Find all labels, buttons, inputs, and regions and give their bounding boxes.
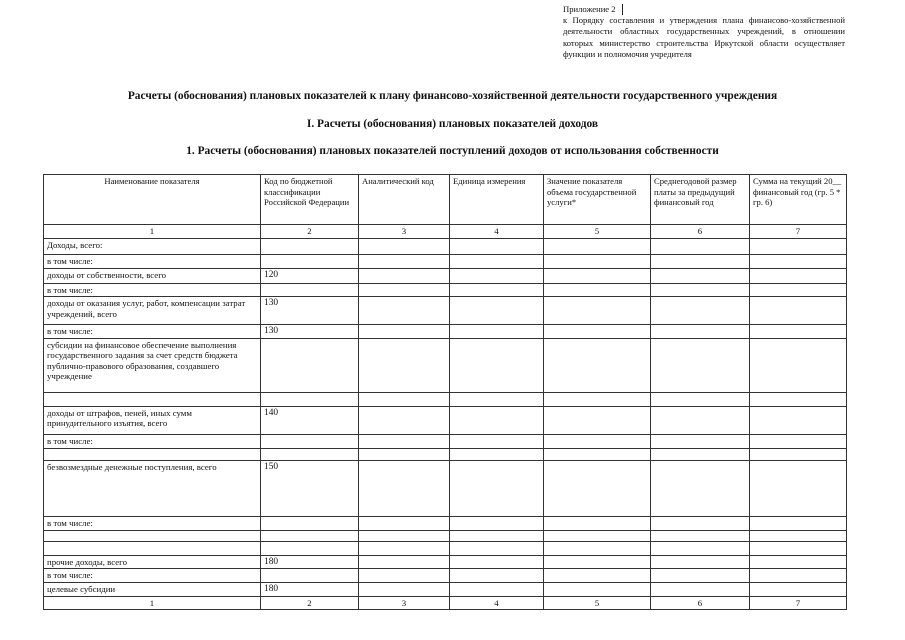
value-cell — [544, 238, 651, 254]
value-cell — [359, 530, 450, 541]
value-cell — [750, 516, 847, 530]
budget-code-cell: 130 — [261, 325, 359, 339]
table-row — [44, 541, 847, 555]
value-cell — [450, 434, 544, 448]
indicator-name-cell: безвозмездные денежные поступления, всего — [44, 460, 261, 516]
value-cell — [651, 297, 750, 325]
budget-code-cell — [261, 448, 359, 460]
value-cell — [651, 325, 750, 339]
budget-code-cell — [261, 530, 359, 541]
value-cell — [359, 406, 450, 434]
column-number: 5 — [544, 225, 651, 239]
column-number: 4 — [450, 596, 544, 610]
budget-code-cell — [261, 541, 359, 555]
value-cell — [544, 268, 651, 283]
value-cell — [750, 297, 847, 325]
value-cell — [450, 406, 544, 434]
header-row — [44, 175, 847, 225]
column-number: 6 — [651, 596, 750, 610]
indicator-name-cell: в том числе: — [44, 516, 261, 530]
header-cell: Значение показателя объема государственной услуги* — [544, 175, 651, 225]
value-cell — [359, 283, 450, 297]
value-cell — [359, 254, 450, 268]
indicator-name-cell — [44, 530, 261, 541]
indicator-name-cell: в том числе: — [44, 434, 261, 448]
budget-code-cell — [261, 569, 359, 583]
section-title: I. Расчеты (обоснования) плановых показателей доходов — [306, 118, 599, 130]
value-cell — [651, 238, 750, 254]
value-cell — [450, 392, 544, 406]
column-number: 7 — [750, 225, 847, 239]
value-cell — [450, 460, 544, 516]
budget-code-cell — [261, 283, 359, 297]
column-number: 7 — [750, 596, 847, 610]
value-cell — [359, 555, 450, 569]
value-cell — [544, 338, 651, 392]
value-cell — [359, 434, 450, 448]
value-cell — [450, 254, 544, 268]
table-row — [44, 516, 847, 530]
indicator-name-cell: в том числе: — [44, 569, 261, 583]
value-cell — [750, 238, 847, 254]
header-cell: Сумма на текущий 20__ финансовый год (гр. 5 * гр. 6) — [750, 175, 847, 225]
indicator-name-cell: Доходы, всего: — [44, 238, 261, 254]
value-cell — [450, 530, 544, 541]
table-row — [44, 297, 847, 325]
value-cell — [359, 392, 450, 406]
table-row — [44, 268, 847, 283]
value-cell — [651, 338, 750, 392]
budget-code-cell — [261, 434, 359, 448]
value-cell — [544, 434, 651, 448]
value-cell — [651, 541, 750, 555]
indicator-name-cell — [44, 541, 261, 555]
annex-title: Приложение 2 — [563, 4, 623, 15]
header-cell: Наименование показателя — [44, 175, 261, 225]
column-number: 6 — [651, 225, 750, 239]
value-cell — [544, 392, 651, 406]
column-number: 3 — [359, 225, 450, 239]
value-cell — [651, 283, 750, 297]
table-row — [44, 530, 847, 541]
value-cell — [359, 448, 450, 460]
budget-code-cell — [261, 516, 359, 530]
value-cell — [651, 448, 750, 460]
value-cell — [651, 460, 750, 516]
annex-text: к Порядку составления и утверждения плана финансово-хозяйственной деятельности областных государственных учреждений, в отношении которых министерство строительства Иркутской области осуществляет функции и полномочия учредителя — [563, 15, 845, 59]
budget-code-cell: 150 — [261, 460, 359, 516]
value-cell — [359, 325, 450, 339]
value-cell — [750, 582, 847, 596]
value-cell — [544, 541, 651, 555]
column-number: 4 — [450, 225, 544, 239]
column-number: 5 — [544, 596, 651, 610]
table-row — [44, 254, 847, 268]
header-cell: Аналитический код — [359, 175, 450, 225]
indicators-table — [43, 174, 847, 610]
value-cell — [750, 338, 847, 392]
value-cell — [544, 530, 651, 541]
value-cell — [750, 434, 847, 448]
subsection-title: 1. Расчеты (обоснования) плановых показателей поступлений доходов от использования собственности — [186, 145, 719, 157]
value-cell — [750, 541, 847, 555]
value-cell — [750, 448, 847, 460]
value-cell — [359, 541, 450, 555]
value-cell — [651, 555, 750, 569]
value-cell — [450, 541, 544, 555]
indicator-name-cell: в том числе: — [44, 325, 261, 339]
table-row — [44, 460, 847, 516]
table-row — [44, 582, 847, 596]
table-row — [44, 406, 847, 434]
table-row — [44, 283, 847, 297]
budget-code-cell — [261, 392, 359, 406]
value-cell — [450, 569, 544, 583]
indicator-name-cell: доходы от собственности, всего — [44, 268, 261, 283]
value-cell — [750, 283, 847, 297]
table-row — [44, 238, 847, 254]
value-cell — [651, 268, 750, 283]
header-cell: Код по бюджетной классификации Российской Федерации — [261, 175, 359, 225]
value-cell — [544, 555, 651, 569]
document-title: Расчеты (обоснования) плановых показателей к плану финансово-хозяйственной деятельности государственного учреждения — [127, 90, 778, 102]
value-cell — [450, 268, 544, 283]
indicator-name-cell — [44, 392, 261, 406]
value-cell — [544, 460, 651, 516]
value-cell — [450, 238, 544, 254]
value-cell — [450, 338, 544, 392]
table-row — [44, 555, 847, 569]
budget-code-cell: 120 — [261, 268, 359, 283]
value-cell — [450, 555, 544, 569]
value-cell — [651, 434, 750, 448]
value-cell — [750, 392, 847, 406]
value-cell — [359, 582, 450, 596]
value-cell — [750, 254, 847, 268]
value-cell — [359, 268, 450, 283]
value-cell — [450, 325, 544, 339]
column-numbers-row — [44, 225, 847, 239]
indicator-name-cell: доходы от оказания услуг, работ, компенсации затрат учреждений, всего — [44, 297, 261, 325]
column-number: 3 — [359, 596, 450, 610]
value-cell — [750, 406, 847, 434]
budget-code-cell — [261, 338, 359, 392]
header-cell: Среднегодовой размер платы за предыдущий финансовый год — [651, 175, 750, 225]
value-cell — [544, 283, 651, 297]
value-cell — [651, 582, 750, 596]
indicator-name-cell: в том числе: — [44, 254, 261, 268]
table-row — [44, 434, 847, 448]
header-cell: Единица измерения — [450, 175, 544, 225]
value-cell — [359, 569, 450, 583]
budget-code-cell: 180 — [261, 555, 359, 569]
value-cell — [651, 392, 750, 406]
value-cell — [750, 530, 847, 541]
value-cell — [651, 530, 750, 541]
value-cell — [450, 582, 544, 596]
table-row — [44, 392, 847, 406]
value-cell — [544, 297, 651, 325]
annex-block — [563, 4, 845, 60]
value-cell — [750, 325, 847, 339]
column-number: 2 — [261, 225, 359, 239]
value-cell — [544, 516, 651, 530]
value-cell — [750, 460, 847, 516]
budget-code-cell — [261, 254, 359, 268]
value-cell — [651, 516, 750, 530]
value-cell — [359, 516, 450, 530]
budget-code-cell: 130 — [261, 297, 359, 325]
table-row — [44, 325, 847, 339]
budget-code-cell: 180 — [261, 582, 359, 596]
table-row — [44, 569, 847, 583]
value-cell — [450, 297, 544, 325]
value-cell — [651, 569, 750, 583]
budget-code-cell — [261, 238, 359, 254]
value-cell — [750, 569, 847, 583]
value-cell — [544, 569, 651, 583]
value-cell — [651, 254, 750, 268]
value-cell — [359, 297, 450, 325]
value-cell — [359, 338, 450, 392]
value-cell — [544, 254, 651, 268]
value-cell — [651, 406, 750, 434]
value-cell — [359, 238, 450, 254]
table-row — [44, 338, 847, 392]
value-cell — [750, 268, 847, 283]
indicator-name-cell — [44, 448, 261, 460]
column-number: 1 — [44, 596, 261, 610]
indicator-name-cell: доходы от штрафов, пеней, иных сумм принудительного изъятия, всего — [44, 406, 261, 434]
value-cell — [544, 582, 651, 596]
column-number: 2 — [261, 596, 359, 610]
indicator-name-cell: целевые субсидии — [44, 582, 261, 596]
column-number: 1 — [44, 225, 261, 239]
indicator-name-cell: прочие доходы, всего — [44, 555, 261, 569]
value-cell — [544, 325, 651, 339]
budget-code-cell: 140 — [261, 406, 359, 434]
value-cell — [450, 448, 544, 460]
column-numbers-row-bottom — [44, 596, 847, 610]
indicator-name-cell: субсидии на финансовое обеспечение выполнения государственного задания за счет средств бюджета публично-правового образования, создавшего учреждение — [44, 338, 261, 392]
value-cell — [450, 516, 544, 530]
value-cell — [750, 555, 847, 569]
value-cell — [450, 283, 544, 297]
value-cell — [544, 448, 651, 460]
value-cell — [544, 406, 651, 434]
table-row — [44, 448, 847, 460]
value-cell — [359, 460, 450, 516]
indicator-name-cell: в том числе: — [44, 283, 261, 297]
